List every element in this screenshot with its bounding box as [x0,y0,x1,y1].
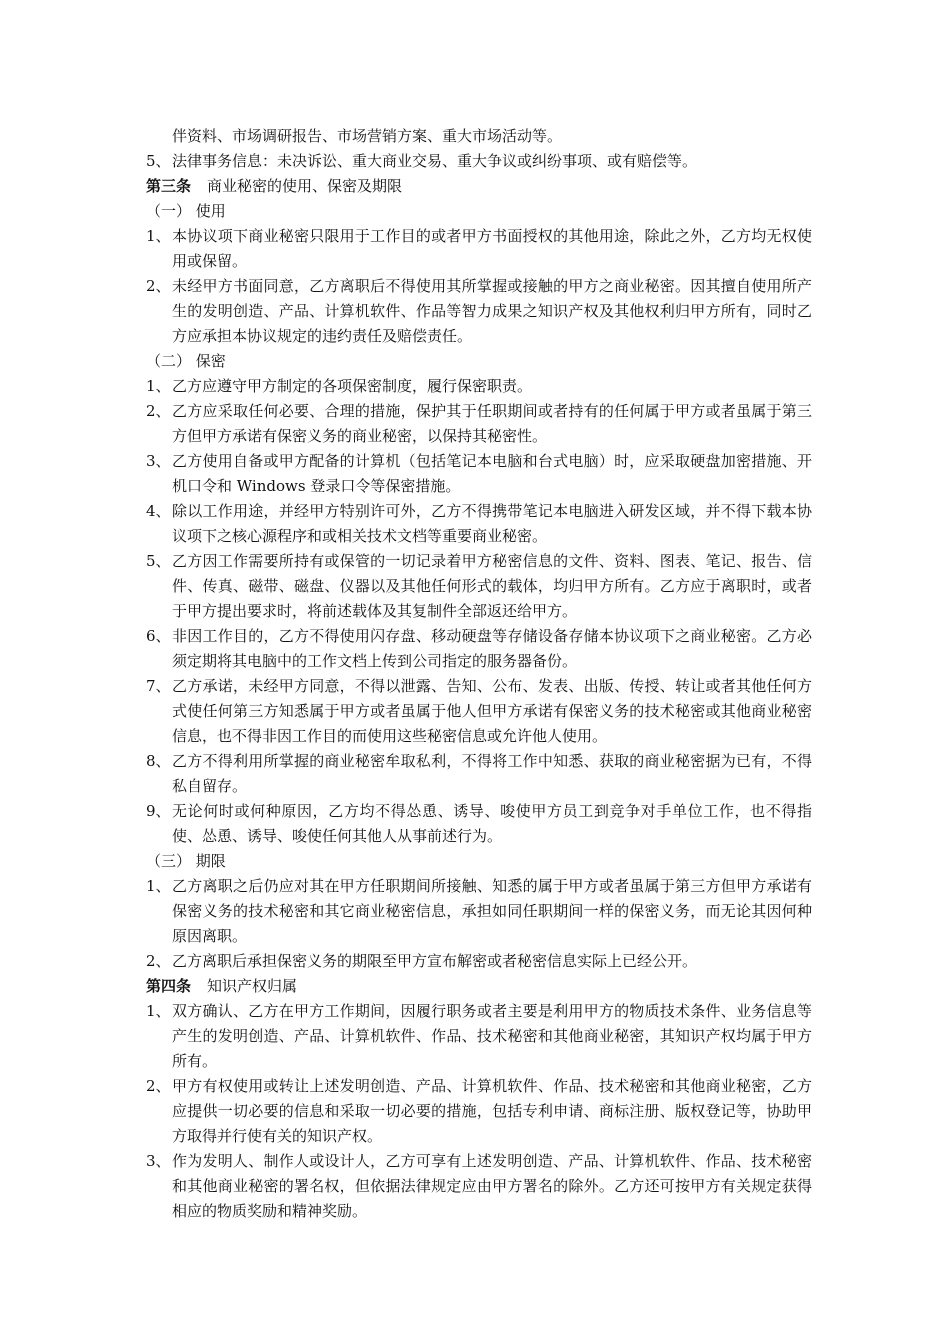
item-number: 8、 [146,752,171,770]
item-number: 6、 [146,627,171,645]
list-item [146,224,812,274]
item-number: 2、 [146,1077,171,1095]
item-number: 5、 [146,552,171,570]
item-number: 1、 [146,877,171,895]
item-text: 作为发明人、制作人或设计人，乙方可享有上述发明创造、产品、计算机软件、作品、技术秘密和其他商业秘密的署名权，但依据法律规定应由甲方署名的除外。乙方还可按甲方有关规定获得相应的物质奖励和精神奖励。 [172,1152,812,1220]
list-item [146,624,812,674]
document-body [146,124,812,1224]
item-text: 乙方应采取任何必要、合理的措施，保护其于任职期间或者持有的任何属于甲方或者虽属于第三方但甲方承诺有保密义务的商业秘密，以保持其秘密性。 [172,402,812,445]
item-number: 2、 [146,952,171,970]
item-number: 2、 [146,277,171,295]
item-text: 乙方离职后承担保密义务的期限至甲方宣布解密或者秘密信息实际上已经公开。 [172,952,698,970]
item-number: 1、 [146,377,171,395]
item-text: 非因工作目的，乙方不得使用闪存盘、移动硬盘等存储设备存储本协议项下之商业秘密。乙方必须定期将其电脑中的工作文档上传到公司指定的服务器备份。 [172,627,812,670]
item-text: 除以工作用途，并经甲方特别许可外，乙方不得携带笔记本电脑进入研发区域，并不得下载本协议项下之核心源程序和或相关技术文档等重要商业秘密。 [172,502,812,545]
list-item [146,1074,812,1149]
list-item [146,949,812,974]
article-label: 第三条 [146,177,192,195]
item-number: 1、 [146,1002,171,1020]
item-number: 5、 [146,152,171,170]
list-item [146,799,812,849]
item-text: 乙方离职之后仍应对其在甲方任职期间所接触、知悉的属于甲方或者虽属于第三方但甲方承诺有保密义务的技术秘密和其它商业秘密信息，承担如同任职期间一样的保密义务，而无论其因何种原因离职。 [172,877,812,945]
item-text: 甲方有权使用或转让上述发明创造、产品、计算机软件、作品、技术秘密和其他商业秘密，乙方应提供一切必要的信息和采取一切必要的措施，包括专利申请、商标注册、版权登记等，协助甲方取得并行使有关的知识产权。 [172,1077,812,1145]
section-heading-use: （一） 使用 [146,202,226,220]
section-heading-term: （三） 期限 [146,852,226,870]
item-number: 3、 [146,452,171,470]
list-item [146,499,812,549]
paragraph-continuation: 伴资料、市场调研报告、市场营销方案、重大市场活动等。 [172,127,563,145]
item-text: 双方确认、乙方在甲方工作期间，因履行职务或者主要是利用甲方的物质技术条件、业务信息等产生的发明创造、产品、计算机软件、作品、技术秘密和其他商业秘密，其知识产权均属于甲方所有。 [172,1002,812,1070]
item-text: 乙方应遵守甲方制定的各项保密制度，履行保密职责。 [172,377,533,395]
item-text: 未经甲方书面同意，乙方离职后不得使用其所掌握或接触的甲方之商业秘密。因其擅自使用所产生的发明创造、产品、计算机软件、作品等智力成果之知识产权及其他权利归甲方所有，同时乙方应承担本协议规定的违约责任及赔偿责任。 [172,277,812,345]
list-item [146,1149,812,1224]
item-number: 3、 [146,1152,171,1170]
article-title: 商业秘密的使用、保密及期限 [207,177,403,195]
section-heading-confidentiality: （二） 保密 [146,352,226,370]
article-3-heading [146,174,812,199]
item-number: 9、 [146,802,171,820]
item-number: 1、 [146,227,171,245]
item-number: 4、 [146,502,171,520]
list-item [146,749,812,799]
item-text: 本协议项下商业秘密只限用于工作目的或者甲方书面授权的其他用途，除此之外，乙方均无权使用或保留。 [172,227,812,270]
list-item [146,674,812,749]
list-item [146,549,812,624]
list-item [146,449,812,499]
list-item [146,274,812,349]
list-item [146,149,812,174]
item-number: 2、 [146,402,171,420]
item-text: 无论何时或何种原因，乙方均不得怂恿、诱导、唆使甲方员工到竞争对手单位工作，也不得指使、怂恿、诱导、唆使任何其他人从事前述行为。 [172,802,812,845]
item-text: 法律事务信息：未决诉讼、重大商业交易、重大争议或纠纷事项、或有赔偿等。 [172,152,698,170]
article-label: 第四条 [146,977,192,995]
item-text: 乙方承诺，未经甲方同意，不得以泄露、告知、公布、发表、出版、传授、转让或者其他任何方式使任何第三方知悉属于甲方或者虽属于他人但甲方承诺有保密义务的技术秘密或其他商业秘密信息，也不得非因工作目的而使用这些秘密信息或允许他人使用。 [172,677,812,745]
list-item [146,399,812,449]
item-text: 乙方不得利用所掌握的商业秘密牟取私利，不得将工作中知悉、获取的商业秘密据为已有，不得私自留存。 [172,752,812,795]
list-item [146,874,812,949]
list-item [146,374,812,399]
article-title: 知识产权归属 [207,977,298,995]
item-text: 乙方使用自备或甲方配备的计算机（包括笔记本电脑和台式电脑）时，应采取硬盘加密措施、开机口令和 Windows 登录口令等保密措施。 [172,452,812,495]
item-text: 乙方因工作需要所持有或保管的一切记录着甲方秘密信息的文件、资料、图表、笔记、报告、信件、传真、磁带、磁盘、仪器以及其他任何形式的载体，均归甲方所有。乙方应于离职时，或者于甲方提出要求时，将前述载体及其复制件全部返还给甲方。 [172,552,812,620]
item-number: 7、 [146,677,171,695]
article-4-heading [146,974,812,999]
list-item [146,999,812,1074]
